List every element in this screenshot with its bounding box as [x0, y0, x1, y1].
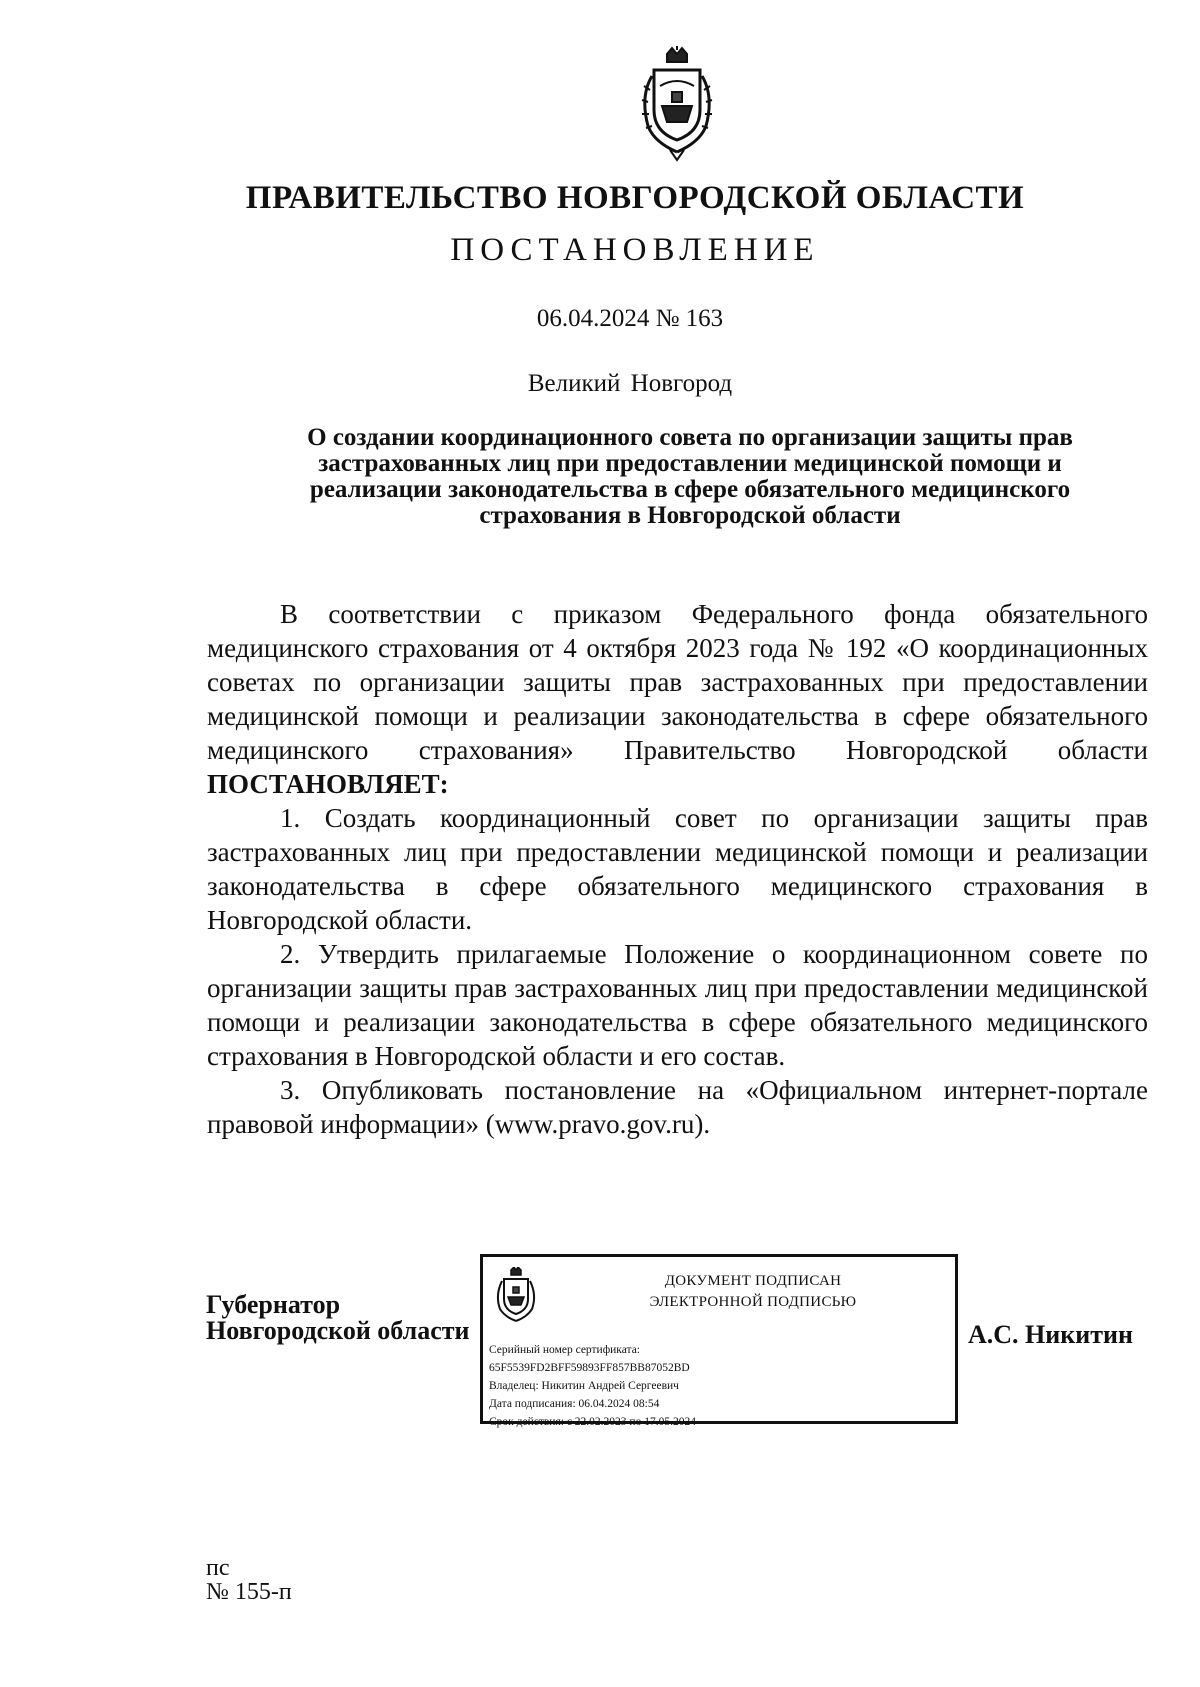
subject-line: страхования в Новгородской области	[479, 502, 901, 529]
city: Великий Новгород	[527, 370, 733, 397]
validity-period: Срок действия: с 22.02.2023 по 17.05.2024	[489, 1416, 696, 1428]
stamp-details	[489, 1341, 696, 1431]
document-body	[207, 597, 1148, 1141]
registration-line: пс	[206, 1555, 230, 1581]
preamble-paragraph	[207, 597, 1148, 801]
stamp-coat-of-arms-icon	[493, 1267, 539, 1325]
resolution-item-2: 2. Утвердить прилагаемые Положение о координационном совете по организации защиты прав застрахованных лиц при предоставлении медицинской помощи и реализации законодательства в сфере обязательного медицинского страхования в Новгородской области и его состав.	[207, 939, 1148, 1071]
stamp-heading-line: ЭЛЕКТРОННОЙ ПОДПИСЬЮ	[649, 1294, 857, 1310]
stamp-heading-line: ДОКУМЕНТ ПОДПИСАН	[664, 1273, 842, 1289]
subject-line: реализации законодательства в сфере обязательного медицинского	[309, 476, 1071, 503]
certificate-owner: Владелец: Никитин Андрей Сергеевич	[489, 1380, 679, 1392]
certificate-label: Серийный номер сертификата:	[489, 1344, 640, 1356]
stamp-heading	[563, 1271, 943, 1313]
signatory-title	[206, 1292, 470, 1344]
subject-line: О создании координационного совета по организации защиты прав	[307, 424, 1073, 451]
e-signature-stamp	[480, 1254, 958, 1428]
date-number: 06.04.2024 № 163	[536, 305, 724, 332]
preamble-text: В соответствии с приказом Федерального фонда обязательного медицинского страхования от 4 октября 2023 года № 192 «О координационных советах по организации защиты прав застрахованных при предоставлении медицинской помощи и реализации законодательства в сфере обязательного медицинского страхования» Правительство Новгородской области	[207, 599, 1148, 765]
signed-date: Дата подписания: 06.04.2024 08:54	[489, 1398, 660, 1410]
document-type: ПОСТАНОВЛЕНИЕ	[450, 232, 820, 268]
registration-mark	[206, 1556, 292, 1604]
signer-name: А.С. Никитин	[968, 1320, 1133, 1349]
subject-line: застрахованных лиц при предоставлении медицинской помощи и	[318, 450, 1062, 477]
certificate-number: 65F5539FD2BFF59893FF857BB87052BD	[489, 1362, 690, 1374]
resolves-word: ПОСТАНОВЛЯЕТ:	[207, 769, 449, 799]
signatory-title-line: Губернатор	[206, 1290, 341, 1319]
signatory-title-line: Новгородской области	[206, 1316, 470, 1345]
coat-of-arms-icon	[632, 46, 722, 164]
document-subject	[250, 425, 1130, 529]
resolution-item-3: 3. Опубликовать постановление на «Официальном интернет-портале правовой информации» (www.pravo.gov.ru).	[207, 1075, 1148, 1139]
registration-line: № 155-п	[206, 1579, 292, 1605]
organization-title: ПРАВИТЕЛЬСТВО НОВГОРОДСКОЙ ОБЛАСТИ	[245, 180, 1025, 216]
resolution-item-1: 1. Создать координационный совет по организации защиты прав застрахованных лиц при предоставлении медицинской помощи и реализации законодательства в сфере обязательного медицинского страхования в Новгородской области.	[207, 803, 1148, 935]
